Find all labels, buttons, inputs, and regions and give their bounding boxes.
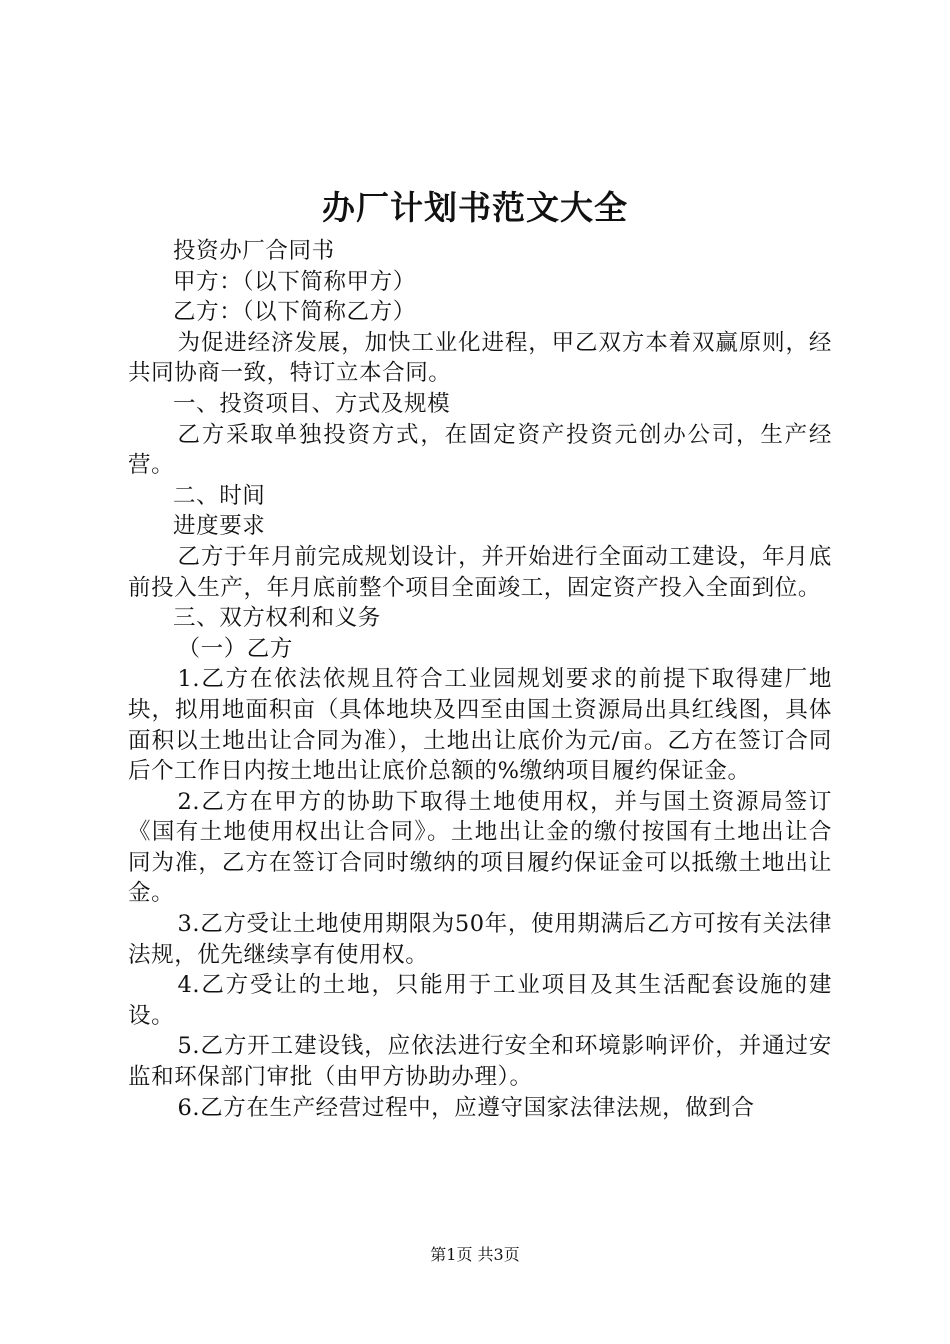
- section-heading-3: 三、双方权利和义务: [173, 605, 381, 632]
- section-heading-1: 一、投资项目、方式及规模: [173, 390, 451, 417]
- paragraph-schedule: 乙方于年月前完成规划设计，并开始进行全面动工建设，年月底前投入生产，年月底前整个项目全面竣工，固定资产投入全面到位。: [128, 543, 832, 601]
- paragraph-investment: 乙方采取单独投资方式，在固定资产投资元创办公司，生产经营。: [128, 421, 832, 479]
- paragraph-contract-heading: 投资办厂合同书: [173, 238, 335, 264]
- clause-5: 5.乙方开工建设钱，应依法进行安全和环境影响评价，并通过安监和环保部门审批（由甲方协助办理）。: [128, 1033, 832, 1091]
- document-title: 办厂计划书范文大全: [322, 188, 628, 227]
- clause-2: 2.乙方在甲方的协助下取得土地使用权，并与国土资源局签订《国有土地使用权出让合同》。土地出让金的缴付按国有土地出让合同为准，乙方在签订合同时缴纳的项目履约保证金可以抵缴土地出让金。: [128, 788, 832, 907]
- clause-4: 4.乙方受让的土地，只能用于工业项目及其生活配套设施的建设。: [128, 972, 832, 1029]
- paragraph-party-b: 乙方：（以下简称乙方）: [173, 299, 416, 326]
- paragraph-party-a: 甲方：（以下简称甲方）: [173, 268, 416, 295]
- clause-1: 1.乙方在依法依规且符合工业园规划要求的前提下取得建厂地块，拟用地面积亩（具体地块及四至由国土资源局出具红线图，具体面积以土地出让合同为准），土地出让底价为元/亩。乙方在签订合同后个工作日内按土地出让底价总额的%缴纳项目履约保证金。: [128, 666, 832, 785]
- paragraph-progress-heading: 进度要求: [173, 513, 266, 540]
- document-body: [128, 236, 832, 1123]
- page-number-footer: 第1页 共3页: [430, 1245, 520, 1264]
- paragraph-preamble: 为促进经济发展，加快工业化进程，甲乙双方本着双赢原则，经共同协商一致，特订立本合同。: [128, 329, 832, 387]
- subsection-heading-party-b: （一）乙方: [177, 635, 294, 662]
- clause-6: 6.乙方在生产经营过程中，应遵守国家法律法规，做到合: [177, 1094, 755, 1121]
- clause-3: 3.乙方受让土地使用期限为50年，使用期满后乙方可按有关法律法规，优先继续享有使用权。: [128, 911, 832, 968]
- section-heading-2: 二、时间: [173, 482, 266, 509]
